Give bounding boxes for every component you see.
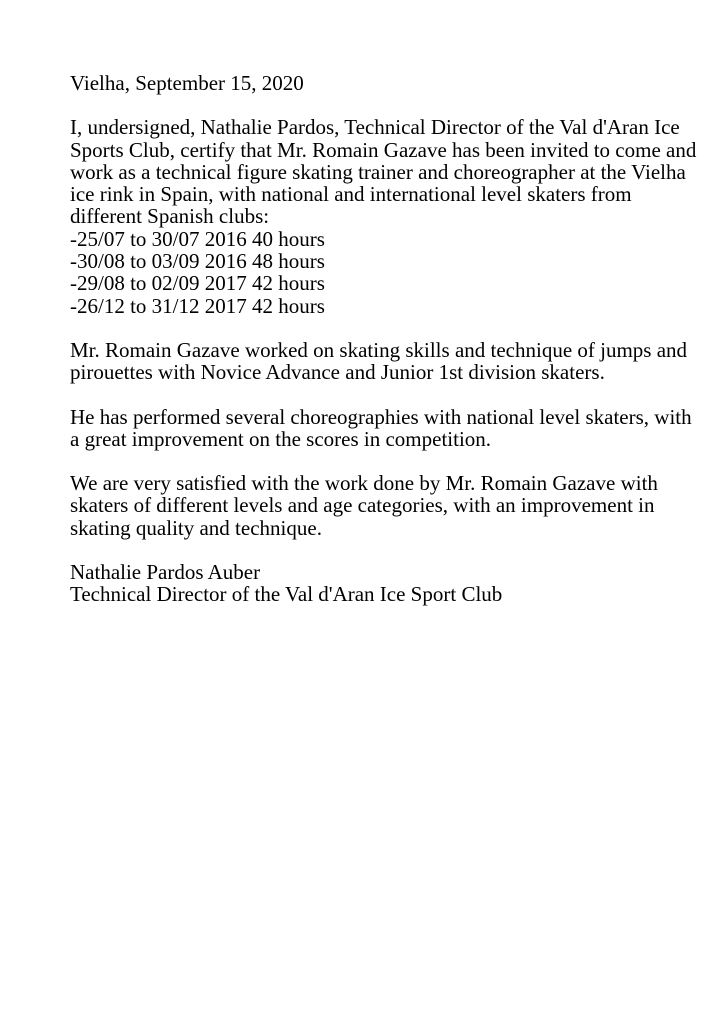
skills-line: Mr. Romain Gazave worked on skating skills and technique of jumps and — [70, 337, 688, 362]
intro-line: different Spanish clubs: — [70, 204, 270, 229]
intro-paragraph — [70, 115, 697, 318]
signature-block — [70, 561, 684, 606]
satisfaction-paragraph — [70, 472, 684, 539]
date-line: Vielha, September 15, 2020 — [70, 71, 304, 95]
satisfaction-line: We are very satisfied with the work done by Mr. Romain Gazave with — [70, 471, 658, 496]
work-period-item: -29/08 to 02/09 2017 42 hours — [70, 271, 325, 296]
signature-name: Nathalie Pardos Auber — [70, 560, 261, 585]
work-period-item: -25/07 to 30/07 2016 40 hours — [70, 226, 325, 251]
satisfaction-line: skaters of different levels and age categories, with an improvement in — [70, 493, 655, 518]
intro-line: ice rink in Spain, with national and international level skaters from — [70, 182, 632, 207]
work-period-item: -26/12 to 31/12 2017 42 hours — [70, 293, 325, 318]
date-block — [70, 72, 684, 94]
choreography-line: He has performed several choreographies with national level skaters, with — [70, 404, 692, 429]
intro-line: Sports Club, certify that Mr. Romain Gazave has been invited to come and — [70, 137, 697, 162]
choreography-paragraph — [70, 404, 692, 451]
satisfaction-line: skating quality and technique. — [70, 515, 322, 540]
work-period-item: -30/08 to 03/09 2016 48 hours — [70, 249, 325, 274]
signature-title: Technical Director of the Val d'Aran Ice Sport Club — [70, 582, 503, 607]
intro-line: work as a technical figure skating trainer and choreographer at the Vielha — [70, 159, 686, 184]
skills-line: pirouettes with Novice Advance and Junior 1st division skaters. — [70, 360, 605, 385]
choreography-line: a great improvement on the scores in competition. — [70, 426, 492, 451]
intro-line: I, undersigned, Nathalie Pardos, Technical Director of the Val d'Aran Ice — [70, 115, 680, 140]
skills-paragraph — [70, 337, 688, 385]
